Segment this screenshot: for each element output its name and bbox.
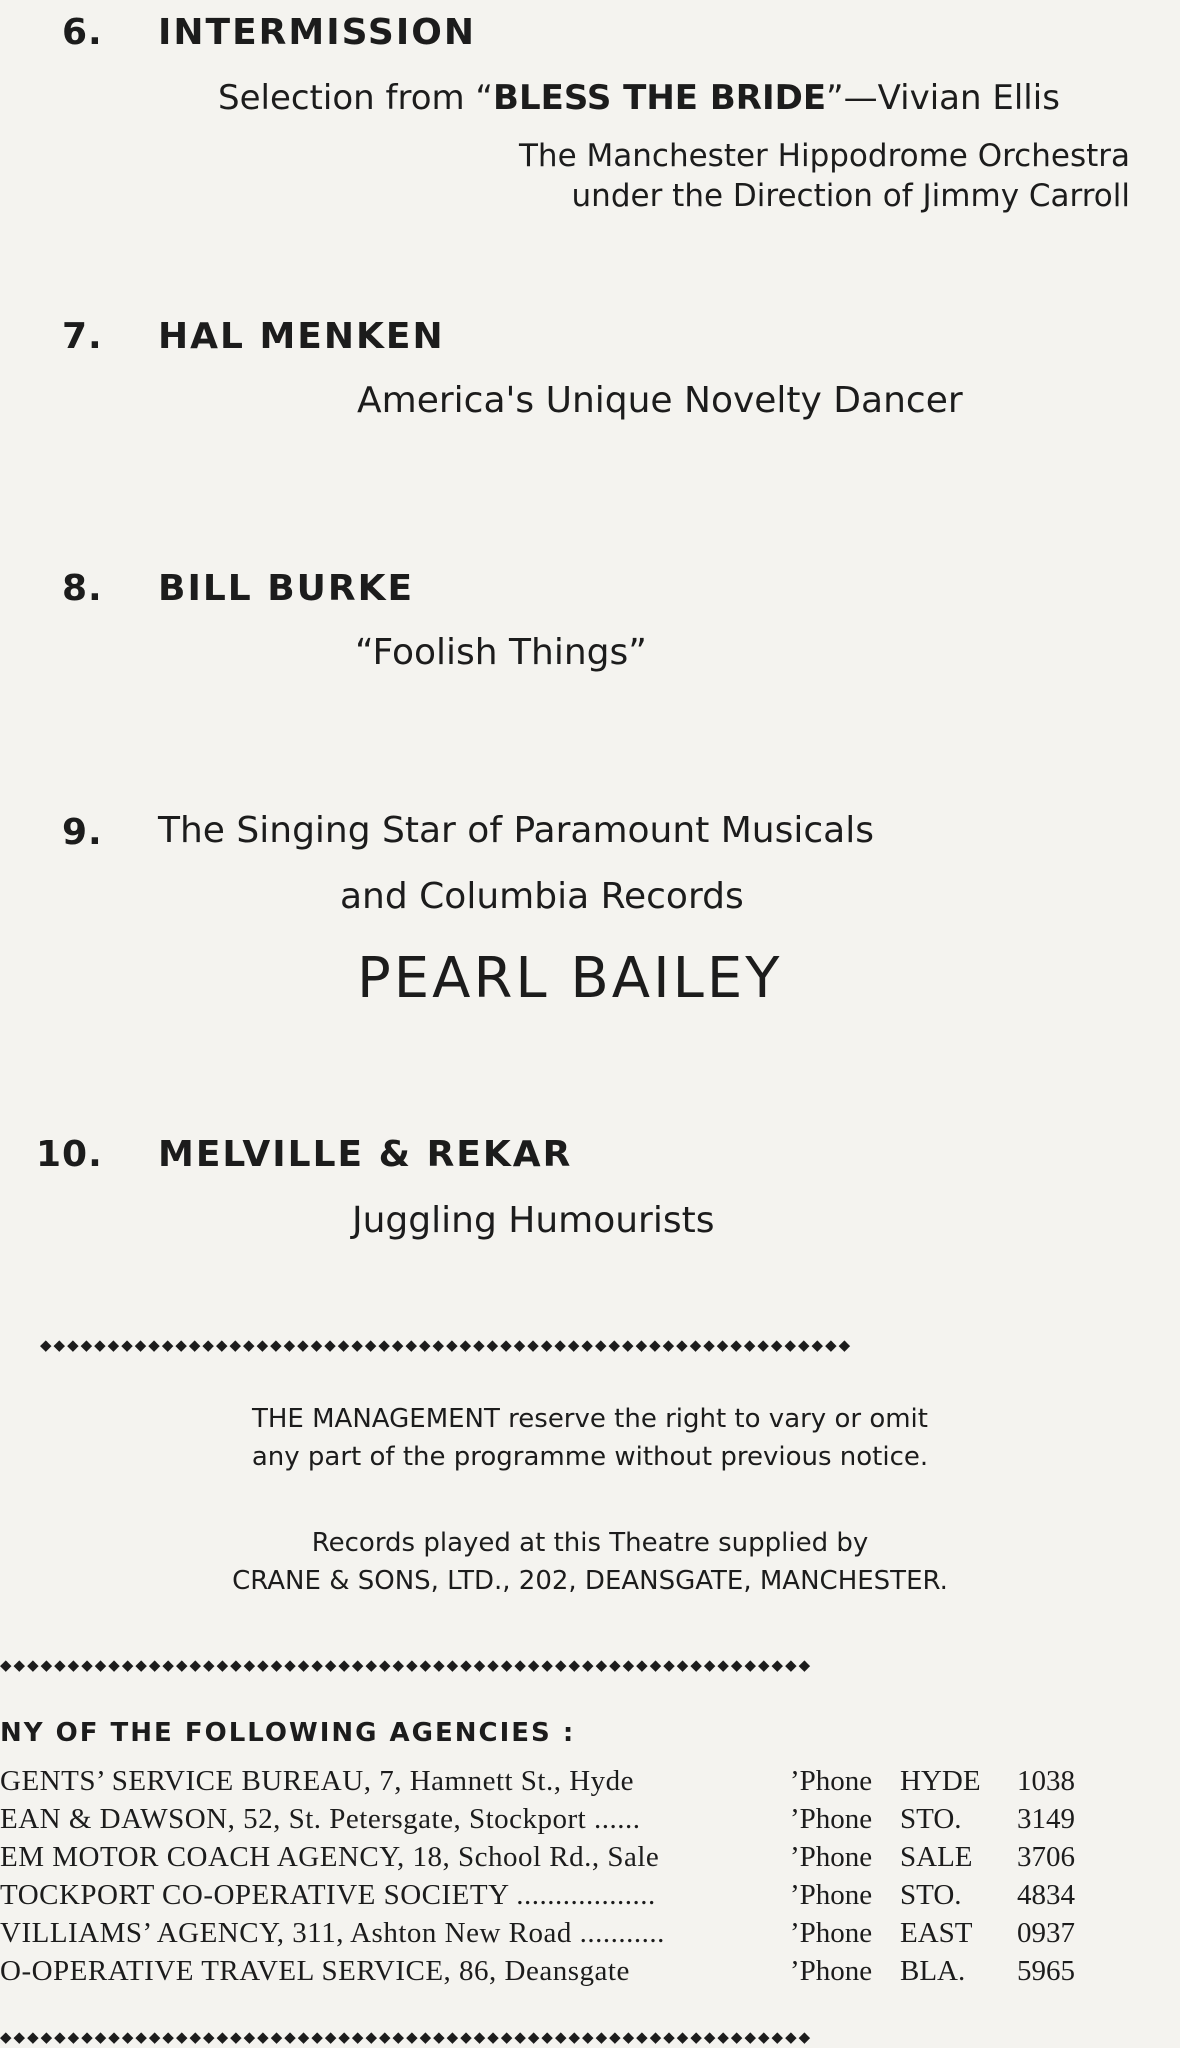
management-notice bbox=[0, 1400, 1180, 1476]
orchestra-line-1: The Manchester Hippodrome Orchestra bbox=[519, 138, 1130, 174]
phone-number: 0937 bbox=[1017, 1917, 1075, 1949]
orchestra-line-2: under the Direction of Jimmy Carroll bbox=[571, 178, 1130, 214]
act-8-subtitle: “Foolish Things” bbox=[355, 632, 647, 673]
agency-row bbox=[0, 1879, 1100, 1917]
agency-row bbox=[0, 1765, 1100, 1803]
phone-label: ’Phone bbox=[790, 1879, 873, 1911]
agencies-heading: NY OF THE FOLLOWING AGENCIES : bbox=[0, 1718, 576, 1748]
agency-row bbox=[0, 1955, 1100, 1993]
agency-row bbox=[0, 1917, 1100, 1955]
act-10-title: MELVILLE & REKAR bbox=[158, 1134, 573, 1175]
agency-row bbox=[0, 1803, 1100, 1841]
phone-number: 4834 bbox=[1017, 1879, 1075, 1911]
phone-exchange: BLA. bbox=[900, 1955, 966, 1987]
notice-line-2: any part of the programme without previous notice. bbox=[251, 1442, 929, 1472]
phone-label: ’Phone bbox=[790, 1765, 873, 1797]
phone-number: 1038 bbox=[1017, 1765, 1075, 1797]
ornament-divider-1: ◆◆◆◆◆◆◆◆◆◆◆◆◆◆◆◆◆◆◆◆◆◆◆◆◆◆◆◆◆◆◆◆◆◆◆◆◆◆◆◆◆◆◆◆◆◆◆◆◆◆◆◆◆◆◆◆◆◆◆◆ bbox=[40, 1336, 853, 1354]
ornament-divider-2: ◆◆◆◆◆◆◆◆◆◆◆◆◆◆◆◆◆◆◆◆◆◆◆◆◆◆◆◆◆◆◆◆◆◆◆◆◆◆◆◆◆◆◆◆◆◆◆◆◆◆◆◆◆◆◆◆◆◆◆◆ bbox=[0, 1656, 813, 1674]
phone-label: ’Phone bbox=[790, 1803, 873, 1835]
act-9-number: 9. bbox=[62, 812, 103, 853]
act-6-number: 6. bbox=[62, 12, 103, 53]
selection-prefix: Selection from “ bbox=[218, 78, 494, 118]
phone-exchange: STO. bbox=[900, 1879, 962, 1911]
act-7-number: 7. bbox=[62, 316, 103, 357]
phone-number: 5965 bbox=[1017, 1955, 1075, 1987]
phone-label: ’Phone bbox=[790, 1841, 873, 1873]
phone-exchange: SALE bbox=[900, 1841, 973, 1873]
phone-label: ’Phone bbox=[790, 1955, 873, 1987]
phone-exchange: HYDE bbox=[900, 1765, 981, 1797]
selection-suffix: ”—Vivian Ellis bbox=[826, 78, 1060, 118]
orchestra-credit bbox=[519, 136, 1130, 216]
act-7-title: HAL MENKEN bbox=[158, 316, 445, 357]
selection-title: BLESS THE BRIDE bbox=[493, 78, 827, 118]
agency-name: GENTS’ SERVICE BUREAU, 7, Hamnett St., Hyde bbox=[0, 1765, 635, 1797]
phone-label: ’Phone bbox=[790, 1917, 873, 1949]
intermission-selection bbox=[218, 78, 1060, 118]
records-line-2: CRANE & SONS, LTD., 202, DEANSGATE, MANCHESTER. bbox=[232, 1566, 948, 1596]
agency-name: EM MOTOR COACH AGENCY, 18, School Rd., Sale bbox=[0, 1841, 660, 1873]
act-10-number: 10. bbox=[36, 1134, 103, 1175]
act-8-title: BILL BURKE bbox=[158, 568, 415, 609]
agency-list bbox=[0, 1765, 1100, 1993]
phone-number: 3149 bbox=[1017, 1803, 1075, 1835]
agency-name: VILLIAMS’ AGENCY, 311, Ashton New Road ........... bbox=[0, 1917, 665, 1949]
notice-line-1: THE MANAGEMENT reserve the right to vary or omit bbox=[252, 1404, 928, 1434]
records-line-1: Records played at this Theatre supplied by bbox=[311, 1528, 869, 1558]
agency-name: EAN & DAWSON, 52, St. Petersgate, Stockport ...... bbox=[0, 1803, 641, 1835]
act-10-subtitle: Juggling Humourists bbox=[352, 1200, 715, 1241]
agency-name: O-OPERATIVE TRAVEL SERVICE, 86, Deansgate bbox=[0, 1955, 630, 1987]
phone-exchange: STO. bbox=[900, 1803, 962, 1835]
records-notice bbox=[0, 1524, 1180, 1600]
act-7-subtitle: America's Unique Novelty Dancer bbox=[357, 380, 963, 421]
agency-row bbox=[0, 1841, 1100, 1879]
ornament-divider-3: ◆◆◆◆◆◆◆◆◆◆◆◆◆◆◆◆◆◆◆◆◆◆◆◆◆◆◆◆◆◆◆◆◆◆◆◆◆◆◆◆◆◆◆◆◆◆◆◆◆◆◆◆◆◆◆◆◆◆◆◆ bbox=[0, 2028, 813, 2046]
act-6-title: INTERMISSION bbox=[158, 12, 476, 53]
act-8-number: 8. bbox=[62, 568, 103, 609]
act-9-star-name: PEARL BAILEY bbox=[357, 946, 783, 1011]
agency-name: TOCKPORT CO-OPERATIVE SOCIETY .................. bbox=[0, 1879, 656, 1911]
phone-number: 3706 bbox=[1017, 1841, 1075, 1873]
phone-exchange: EAST bbox=[900, 1917, 973, 1949]
act-9-line-1: The Singing Star of Paramount Musicals bbox=[158, 810, 874, 851]
act-9-line-2: and Columbia Records bbox=[340, 876, 744, 917]
